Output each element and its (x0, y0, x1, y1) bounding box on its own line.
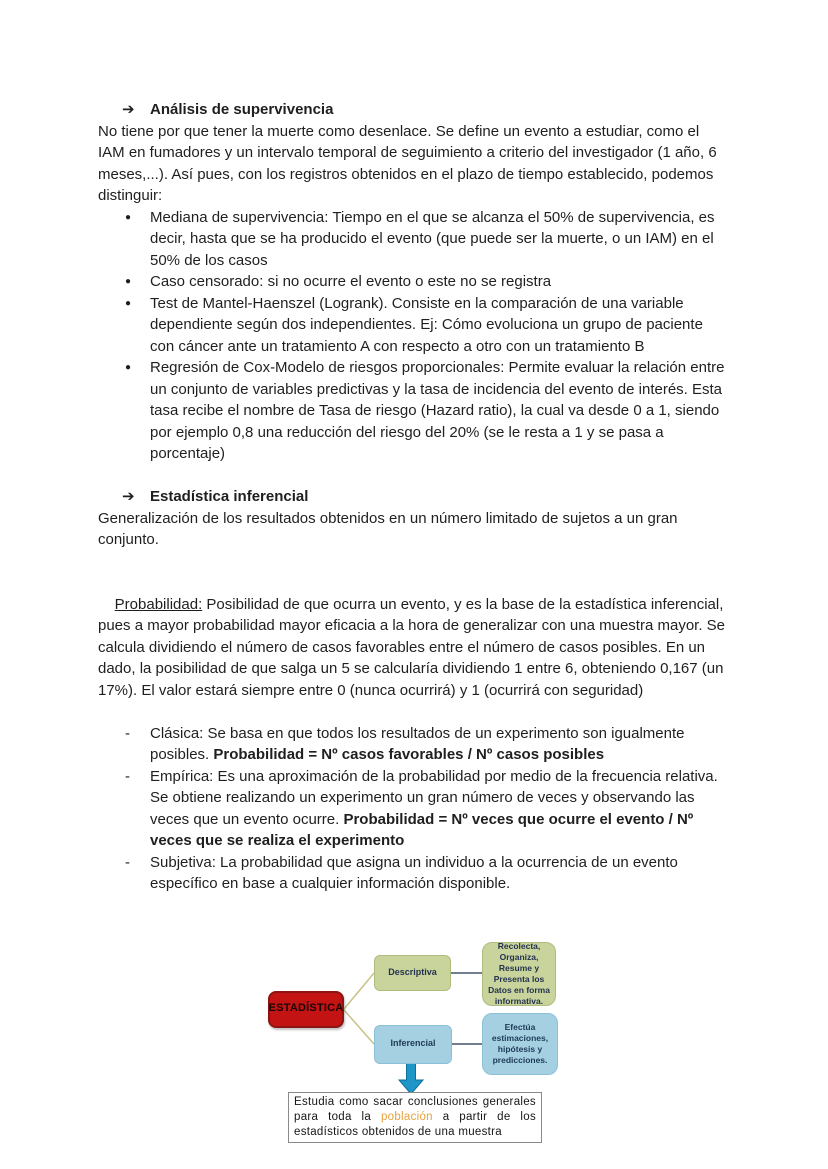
diagram-caption-box (288, 1092, 542, 1143)
diagram-node-inferencial-info: Efectúa estimaciones, hipótesis y predicciones. (482, 1013, 558, 1075)
down-arrow-icon (399, 1063, 423, 1094)
blank-line (98, 465, 730, 487)
list-item-test-mantel (98, 293, 730, 358)
paragraph-probabilidad (98, 572, 730, 723)
paragraph-supervivencia: No tiene por que tener la muerte como desenlace. Se define un evento a estudiar, como el IAM en fumadores y un intervalo temporal de seguimiento a criterio del investigador (1 año, 6 meses,...). Así pues, con los registros obtenidos en el plazo de tiempo establecido, podemos distinguir: (98, 122, 721, 204)
list-item-text: Subjetiva: La probabilidad que asigna un individuo a la ocurrencia de un evento específico en base a cualquier información disponible. (150, 853, 678, 892)
list-item-empirica (98, 766, 730, 852)
underlined-term: Probabilidad: (114, 595, 203, 613)
arrow-bullet-icon: ➔ (122, 101, 135, 118)
list-item-regresion-cox (98, 357, 730, 465)
caption-highlight-poblacion: población (380, 1110, 433, 1123)
diagram-node-descriptiva-info: Recolecta, Organiza, Resume y Presenta los Datos en forma informativa. (482, 942, 556, 1006)
diagram-node-descriptiva: Descriptiva (374, 955, 451, 991)
list-item-text: Caso censorado: si no ocurre el evento o este no se registra (150, 273, 552, 290)
bullet-icon: ● (125, 276, 132, 287)
blank-space (98, 895, 730, 940)
caption-text: a partir de los estadísticos obtenidos de una muestra (294, 1110, 536, 1138)
statistics-diagram (98, 940, 730, 1145)
blank-line (98, 551, 730, 573)
heading-text: Análisis de supervivencia (150, 101, 334, 118)
paragraph-generalizacion: Generalización de los resultados obtenidos en un número limitado de sujetos a un gran conjunto. (98, 509, 682, 548)
arrow-bullet-icon: ➔ (122, 488, 135, 505)
list-item-text: Test de Mantel-Haenszel (Logrank). Consiste en la comparación de una variable dependiente según dos independientes. Ej: Cómo evoluciona un grupo de paciente con cáncer ante un tratamiento A con respecto a otro con un tratamiento B (150, 294, 703, 355)
list-item-text: Clásica: Se basa en que todos los resultados de un experimento son igualmente posibles. Probabilidad = Nº casos favorables / Nº casos posibles (150, 724, 685, 763)
list-item-clasica (98, 723, 730, 766)
list-item-text: Empírica: Es una aproximación de la probabilidad por medio de la frecuencia relativa. Se obtiene realizando un experimento un gran número de veces y observando las veces que un evento ocurre. Probabilidad = Nº veces que ocurre el evento / Nº veces que se realiza el experimento (150, 767, 718, 849)
bullet-icon: ● (125, 297, 132, 309)
dash-icon: - (125, 853, 130, 871)
caption-text: Estudia como sacar conclusiones generales para toda la (294, 1095, 536, 1123)
heading-estadistica-inferencial (98, 486, 730, 508)
bold-formula: Probabilidad = Nº casos favorables / Nº casos posibles (213, 746, 605, 763)
list-item-mediana (98, 207, 730, 272)
paragraph-text: Posibilidad de que ocurra un evento, y es la base de la estadística inferencial, pues a mayor probabilidad mayor eficacia a la hora de generalizar con una muestra mayor. Se calcula dividiendo el número de casos favorables entre el número de casos posibles. En un dado, la posibilidad de que salga un 5 se calcularía dividiendo 1 entre 6, obteniendo 0,167 (un 17%). El valor estará siempre entre 0 (nunca ocurrirá) y 1 (ocurrirá con seguridad) (98, 595, 730, 699)
dash-icon: - (125, 767, 130, 785)
heading-text: Estadística inferencial (150, 488, 309, 505)
list-item-text: Regresión de Cox-Modelo de riesgos proporcionales: Permite evaluar la relación entre un conjunto de variables predictivas y la tasa de incidencia del evento de interés. Esta tasa recibe el nombre de Tasa de riesgo (Hazard ratio), la cual va desde 0 a 1, siendo por ejemplo 0,8 una reducción del riesgo del 20% (se le resta a 1 y se pasa a porcentaje) (150, 359, 725, 462)
diagram-node-inferencial: Inferencial (374, 1025, 452, 1064)
diagram-node-estadistica: ESTADÍSTICA (268, 991, 344, 1028)
list-item-text: Mediana de supervivencia: Tiempo en el que se alcanza el 50% de supervivencia, es decir, hasta que se ha producido el evento (que puede ser la muerte, o un IAM) en el 50% de los casos (150, 208, 715, 269)
bold-formula: Probabilidad = Nº veces que ocurre el evento / Nº veces que se realiza el experimento (150, 810, 694, 849)
dash-icon: - (125, 724, 130, 742)
list-item-subjetiva (98, 852, 730, 895)
document-content (98, 99, 730, 1145)
bullet-icon: ● (125, 362, 132, 373)
list-item-caso-censorado (98, 271, 730, 293)
heading-analisis-supervivencia (98, 99, 730, 121)
bullet-icon: ● (125, 211, 132, 223)
